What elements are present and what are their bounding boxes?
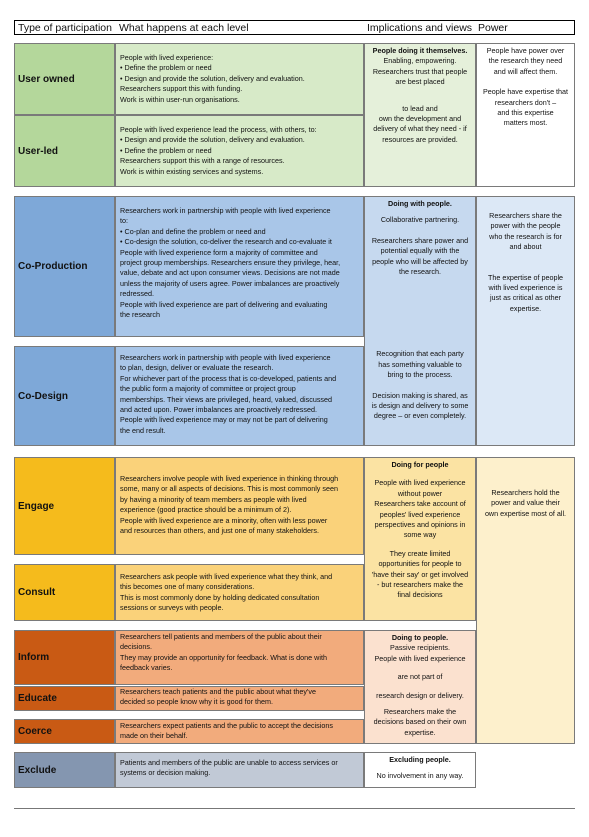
desc-line: unless the majority of users agree. Power imbalances are proactively — [120, 278, 340, 288]
implications-line: own the development and — [378, 114, 462, 124]
power-line: People have expertise that — [482, 87, 569, 97]
desc-line: They may provide an opportunity for feedback. What is done with — [120, 652, 327, 662]
desc-line: sessions or surveys with people. — [120, 603, 224, 613]
desc-line: to plan, design, deliver or evaluate the research. — [120, 363, 274, 373]
power-green — [476, 43, 575, 187]
implications-line: Researchers share power and — [371, 235, 469, 245]
implications-line: Enabling, empowering. — [383, 56, 457, 66]
desc-line: Researchers teach patients and the public about what they've — [120, 687, 316, 696]
implications-line: bring to the process. — [387, 370, 453, 380]
coerce-label: Coerce — [14, 719, 115, 744]
desc-line: decided so people know why it is good for them. — [120, 697, 274, 707]
exclude-label: Exclude — [14, 752, 115, 788]
implications-line: to lead and — [402, 103, 438, 113]
desc-line: Researchers tell patients and members of the public about their — [120, 632, 322, 641]
desc-line: People with lived experience may or may not be part of delivering — [120, 415, 328, 425]
implications-line: They create limited — [389, 548, 451, 558]
desc-line: to: — [120, 216, 128, 226]
power-line: and about — [509, 242, 542, 252]
implications-heading: Excluding people. — [389, 755, 451, 764]
implications-doing-to — [364, 630, 476, 744]
implications-line: decisions based on their own — [373, 717, 467, 727]
desc-line: Patients and members of the public are unable to access services or — [120, 758, 338, 767]
desc-line: the end result. — [120, 425, 166, 435]
user-owned-description — [115, 43, 364, 115]
implications-line: are not part of — [397, 672, 443, 682]
consult-description — [115, 564, 364, 621]
desc-line: People with lived experience: — [120, 53, 214, 62]
desc-line: People with lived experience form a majority of committee and — [120, 247, 318, 257]
coerce-description — [115, 719, 364, 744]
implications-line: expertise. — [404, 727, 436, 737]
power-line: who the research is for — [489, 231, 562, 241]
implications-line: some way — [403, 530, 437, 540]
power-line: just as critical as other — [489, 293, 562, 303]
implications-heading: Doing with people. — [388, 199, 452, 208]
implications-heading: People doing it themselves. — [372, 46, 468, 55]
power-line: Researchers hold the — [491, 488, 560, 497]
implications-line: without power — [397, 488, 443, 498]
implications-line: are best placed — [395, 77, 445, 87]
desc-line: • Co-design the solution, co-deliver the research and co-evaluate it — [120, 237, 332, 247]
implications-line: Researchers make the — [383, 707, 457, 717]
desc-line: For whichever part of the process that is co-developed, patients and — [120, 373, 337, 383]
table-header — [14, 20, 575, 35]
implications-doing-with — [364, 196, 476, 446]
implications-line: final decisions — [397, 590, 443, 600]
co-design-description — [115, 346, 364, 446]
implications-doing-themselves — [364, 43, 476, 187]
implications-line: research design or delivery. — [376, 690, 464, 700]
implications-line: People with lived experience — [374, 653, 466, 663]
power-line: with lived experience is — [488, 283, 563, 293]
implications-line: Passive recipients. — [390, 643, 450, 653]
desc-line: decisions. — [120, 642, 152, 652]
desc-line: Researchers support this with a range of resources. — [120, 156, 285, 166]
desc-line: and acted upon. Power imbalances are proactively redressed. — [120, 405, 317, 415]
power-line: power with the people — [490, 221, 561, 231]
engage-description — [115, 457, 364, 555]
desc-line: project group memberships. Researchers ensure they privilege, hear, — [120, 258, 341, 268]
desc-line: feedback varies. — [120, 663, 173, 673]
desc-line: memberships. Their views are privileged, heard, valued, discussed — [120, 394, 332, 404]
consult-label: Consult — [14, 564, 115, 621]
implications-doing-for — [364, 457, 476, 621]
header-power: Power — [478, 22, 508, 34]
desc-line: made on their behalf. — [120, 731, 188, 741]
implications-line: - but researchers make the — [377, 580, 463, 590]
implications-line: potential equally with the — [380, 246, 460, 256]
desc-line: • Design and provide the solution, delivery and evaluation. — [120, 73, 305, 83]
engage-label: Engage — [14, 457, 115, 555]
header-type-of-participation: Type of participation — [18, 22, 112, 34]
page-bottom-rule — [14, 808, 575, 809]
implications-line: perspectives and opinions in — [374, 520, 466, 530]
implications-line: has something valuable to — [378, 359, 462, 369]
desc-line: Work is within user-run organisations. — [120, 94, 240, 104]
implications-line: opportunities for people to — [378, 559, 462, 569]
desc-line: experience (good practice should be a minimum of 2). — [120, 505, 292, 515]
implications-heading: Doing to people. — [391, 633, 449, 642]
header-implications: Implications and views — [367, 22, 473, 34]
desc-line: value, debate and act upon consumer views. Decisions are not made — [120, 268, 340, 278]
power-line: the research they need — [488, 56, 563, 66]
desc-line: the public form a majority of committee or project group — [120, 384, 296, 394]
desc-line: systems or decision making. — [120, 768, 211, 778]
implications-line: is design and delivery to some — [371, 401, 469, 411]
desc-line: Researchers involve people with lived experience in thinking through — [120, 474, 339, 483]
co-production-label: Co-Production — [14, 196, 115, 337]
inform-description — [115, 630, 364, 685]
co-design-label: Co-Design — [14, 346, 115, 446]
implications-line: Researchers trust that people — [372, 66, 468, 76]
exclude-description — [115, 752, 364, 788]
power-line: Researchers share the — [489, 211, 562, 220]
desc-line: Researchers work in partnership with people with lived experience — [120, 353, 331, 362]
power-blue — [476, 196, 575, 446]
user-led-label: User-led — [14, 115, 115, 187]
implications-line: delivery of what they need - if — [373, 124, 467, 134]
desc-line: Researchers ask people with lived experience what they think, and — [120, 572, 333, 581]
desc-line: • Co-plan and define the problem or need and — [120, 226, 266, 236]
implications-heading: Doing for people — [391, 460, 449, 469]
desc-line: the research — [120, 310, 160, 320]
power-line: expertise. — [509, 303, 542, 313]
power-line: power and value their — [491, 498, 560, 508]
power-line: researchers don't – — [494, 97, 557, 107]
implications-line: Collaborative partnering. — [380, 215, 460, 225]
desc-line: some, many or all aspects of decisions. This is most commonly seen — [120, 484, 338, 494]
power-line: and this expertise — [497, 108, 554, 118]
implications-line: Recognition that each party — [376, 349, 464, 359]
implications-excluding — [364, 752, 476, 788]
desc-line: redressed. — [120, 289, 154, 299]
user-owned-label: User owned — [14, 43, 115, 115]
power-line: own expertise most of all. — [484, 508, 567, 518]
inform-label: Inform — [14, 630, 115, 685]
desc-line: by having a minority of team members as people with lived — [120, 494, 307, 504]
desc-line: Researchers expect patients and the public to accept the decisions — [120, 721, 333, 730]
power-yellow — [476, 457, 575, 744]
desc-line: Researchers support this with funding. — [120, 84, 243, 94]
implications-line: people who will be affected by — [372, 256, 468, 266]
desc-line: • Define the problem or need — [120, 145, 212, 155]
implications-line: Decision making is shared, as — [372, 390, 468, 400]
educate-label: Educate — [14, 686, 115, 711]
power-line: The expertise of people — [487, 272, 564, 282]
desc-line: this becomes one of many considerations. — [120, 582, 255, 592]
educate-description — [115, 686, 364, 711]
desc-line: People with lived experience are part of delivering and evaluating — [120, 299, 328, 309]
power-line: matters most. — [503, 118, 548, 128]
desc-line: • Design and provide the solution, delivery and evaluation. — [120, 135, 305, 145]
implications-line: peoples' lived experience — [379, 509, 461, 519]
implications-line: People with lived experience — [374, 478, 466, 488]
desc-line: Researchers work in partnership with people with lived experience — [120, 206, 331, 215]
desc-line: People with lived experience are a minority, often with less power — [120, 515, 328, 525]
implications-line: resources are provided. — [382, 134, 458, 144]
desc-line: • Define the problem or need — [120, 63, 212, 73]
power-line: People have power over — [486, 46, 565, 55]
implications-line: degree – or even completely. — [373, 411, 467, 421]
header-what-happens: What happens at each level — [119, 22, 249, 34]
co-production-description — [115, 196, 364, 337]
implications-line: No involvement in any way. — [376, 771, 464, 781]
implications-line: 'have their say' or get involved — [371, 569, 469, 579]
desc-line: and resources than others, and just one of many stakeholders. — [120, 526, 319, 536]
desc-line: This is most commonly done by holding dedicated consultation — [120, 592, 320, 602]
desc-line: Work is within existing services and systems. — [120, 166, 264, 176]
implications-line: Researchers take account of — [374, 499, 466, 509]
desc-line: People with lived experience lead the process, with others, to: — [120, 125, 317, 134]
implications-line: the research. — [399, 267, 441, 277]
user-led-description — [115, 115, 364, 187]
power-line: and will affect them. — [493, 66, 558, 76]
